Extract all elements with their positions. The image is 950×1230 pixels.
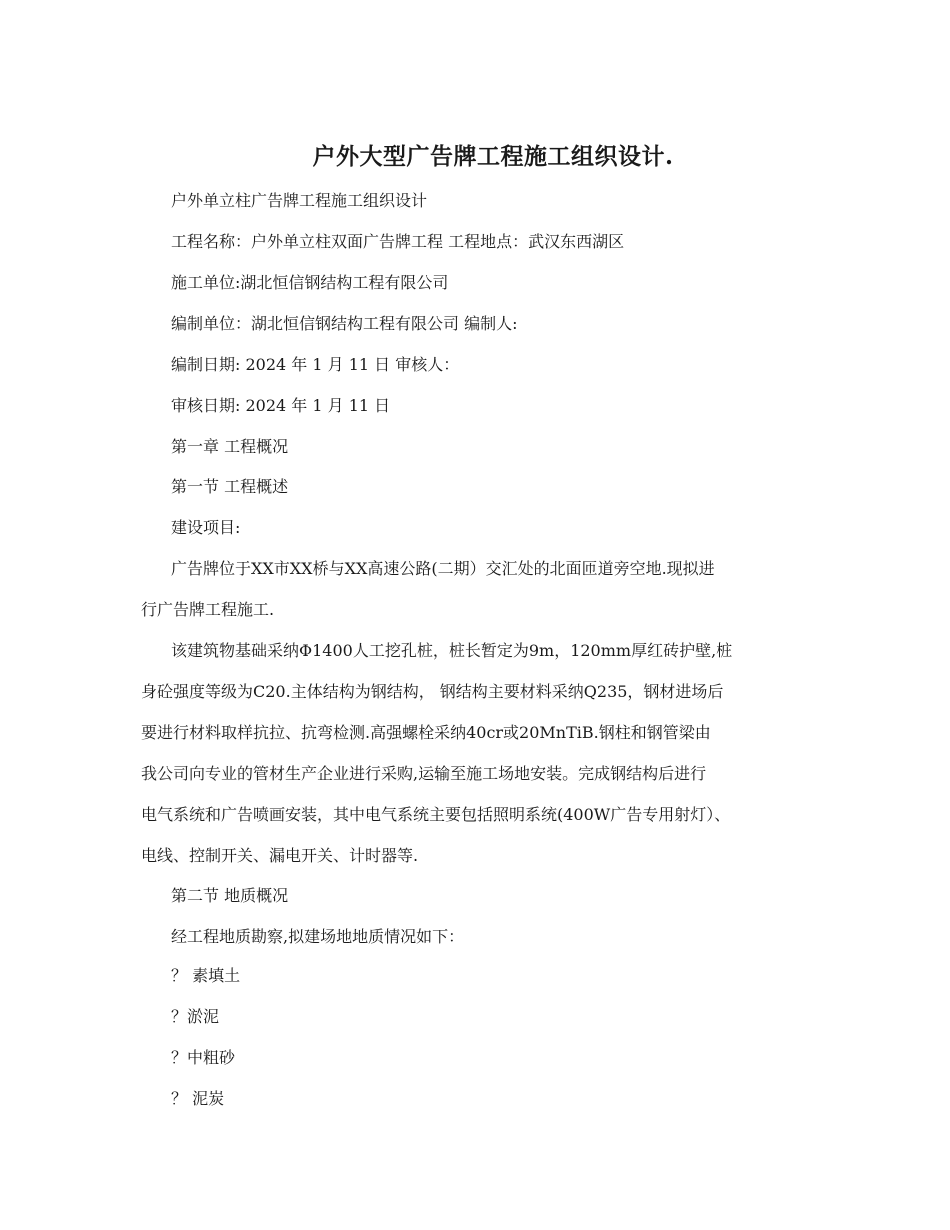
editing-unit-line: 编制单位：湖北恒信钢结构工程有限公司 编制人: bbox=[171, 314, 518, 333]
editing-date-line: 编制日期: 2024 年 1 月 11 日 审核人： bbox=[171, 355, 460, 374]
subtitle: 户外单立柱广告牌工程施工组织设计 bbox=[171, 191, 428, 210]
paragraph-line: 该建筑物基础采纳Φ1400人工挖孔桩，桩长暂定为9m，120mm厚红砖护壁,桩 bbox=[171, 641, 733, 660]
paragraph-line: 广告牌位于XX市XX桥与XX高速公路(二期）交汇处的北面匝道旁空地.现拟进 bbox=[171, 559, 715, 578]
review-date-line: 审核日期: 2024 年 1 月 11 日 bbox=[171, 396, 391, 415]
construction-unit-line: 施工单位:湖北恒信钢结构工程有限公司 bbox=[171, 273, 449, 292]
section-heading-1: 第一节 工程概述 bbox=[171, 477, 289, 496]
paragraph-line: 我公司向专业的管材生产企业进行采购,运输至施工场地安装。完成钢结构后进行 bbox=[141, 764, 707, 783]
project-name-line: 工程名称：户外单立柱双面广告牌工程 工程地点：武汉东西湖区 bbox=[171, 232, 625, 251]
paragraph-line: 电线、控制开关、漏电开关、计时器等. bbox=[141, 846, 419, 865]
paragraph-line: 电气系统和广告喷画安装，其中电气系统主要包括照明系统(400W广告专用射灯）、 bbox=[141, 805, 731, 824]
geology-intro-line: 经工程地质勘察,拟建场地地质情况如下： bbox=[171, 927, 465, 946]
document-title: 户外大型广告牌工程施工组织设计. bbox=[312, 143, 674, 170]
paragraph-line: 身砼强度等级为C20.主体结构为钢结构， 钢结构主要材料采纳Q235，钢材进场后 bbox=[141, 682, 724, 701]
section-heading-2: 第二节 地质概况 bbox=[171, 886, 289, 905]
list-item: ？淤泥 bbox=[171, 1007, 220, 1026]
paragraph-line: 要进行材料取样抗拉、抗弯检测.高强螺栓采纳40cr或20MnTiB.钢柱和钢管梁由 bbox=[141, 723, 711, 742]
chapter-heading: 第一章 工程概况 bbox=[171, 437, 289, 456]
list-item: ？ 素填土 bbox=[171, 966, 241, 985]
paragraph-line: 行广告牌工程施工. bbox=[141, 600, 275, 619]
list-item: ？ 泥炭 bbox=[171, 1089, 225, 1108]
construction-item-label: 建设项目: bbox=[171, 518, 241, 537]
list-item: ？中粗砂 bbox=[171, 1048, 236, 1067]
